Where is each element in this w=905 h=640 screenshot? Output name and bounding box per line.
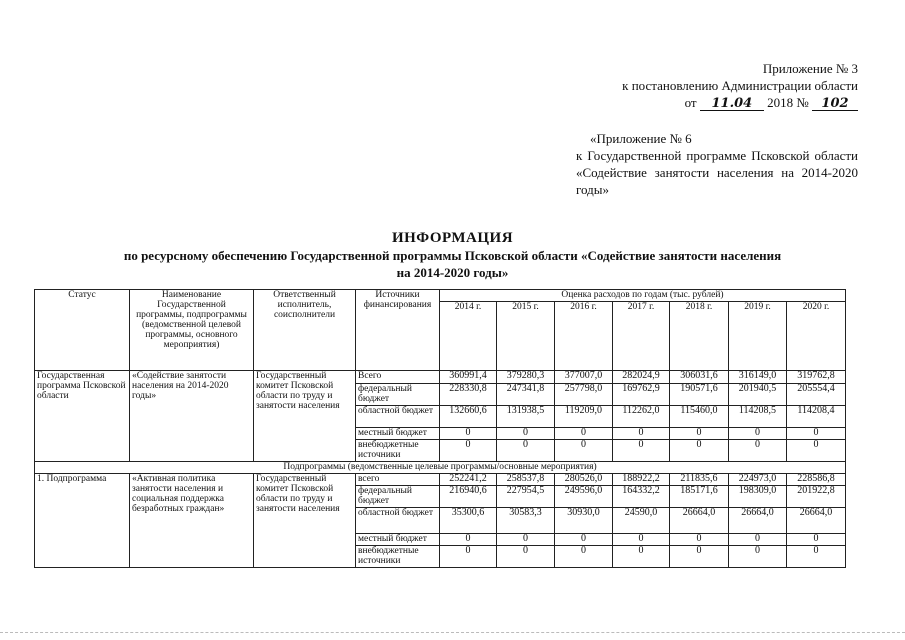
value-cell: 0 <box>729 428 787 440</box>
value-cell: 0 <box>497 546 555 568</box>
value-cell: 0 <box>555 546 613 568</box>
resource-table-wrapper <box>34 289 846 568</box>
value-cell: 211835,6 <box>670 474 729 486</box>
value-cell: 30930,0 <box>555 508 613 534</box>
value-cell: 198309,0 <box>729 486 787 508</box>
value-cell: 26664,0 <box>729 508 787 534</box>
header-year: 2014 г. <box>440 302 497 371</box>
heading-subtitle-end: на 2014-2020 годы» <box>396 265 509 280</box>
heading-subtitle: по ресурсному обеспечению Государственной программы Псковской области «Содействие занятости населения <box>123 248 782 263</box>
header-status: Статус <box>35 290 130 371</box>
source-cell: внебюджетные источники <box>356 546 440 568</box>
scan-edge-line <box>0 632 905 633</box>
value-cell: 247341,8 <box>497 384 555 406</box>
value-cell: 252241,2 <box>440 474 497 486</box>
value-cell: 224973,0 <box>729 474 787 486</box>
value-cell: 164332,2 <box>613 486 670 508</box>
header-year: 2019 г. <box>729 302 787 371</box>
header-year: 2017 г. <box>613 302 670 371</box>
value-cell: 112262,0 <box>613 406 670 428</box>
handwritten-number: 102 <box>812 97 858 111</box>
value-cell: 377007,0 <box>555 371 613 384</box>
appendix-3-title: Приложение № 3 <box>762 61 858 76</box>
value-cell: 379280,3 <box>497 371 555 384</box>
table-row <box>35 474 846 486</box>
value-cell: 26664,0 <box>787 508 846 534</box>
date-prefix: от <box>684 95 697 110</box>
program-executor: Государственный комитет Псковской области по труду и занятости населения <box>254 371 356 462</box>
value-cell: 0 <box>670 440 729 462</box>
value-cell: 227954,5 <box>497 486 555 508</box>
header-estimate: Оценка расходов по годам (тыс. рублей) <box>440 290 846 302</box>
value-cell: 0 <box>613 534 670 546</box>
value-cell: 24590,0 <box>613 508 670 534</box>
value-cell: 258537,8 <box>497 474 555 486</box>
value-cell: 119209,0 <box>555 406 613 428</box>
value-cell: 190571,6 <box>670 384 729 406</box>
table-row <box>35 371 846 384</box>
value-cell: 0 <box>497 440 555 462</box>
value-cell: 0 <box>670 546 729 568</box>
value-cell: 0 <box>613 546 670 568</box>
value-cell: 0 <box>729 534 787 546</box>
value-cell: 249596,0 <box>555 486 613 508</box>
value-cell: 0 <box>787 534 846 546</box>
value-cell: 30583,3 <box>497 508 555 534</box>
value-cell: 316149,0 <box>729 371 787 384</box>
source-cell: областной бюджет <box>356 406 440 428</box>
value-cell: 0 <box>497 428 555 440</box>
value-cell: 0 <box>555 534 613 546</box>
resource-table <box>34 289 846 568</box>
appendix-6-block <box>576 130 858 198</box>
document-heading <box>0 230 905 281</box>
source-cell: областной бюджет <box>356 508 440 534</box>
value-cell: 185171,6 <box>670 486 729 508</box>
header-year: 2016 г. <box>555 302 613 371</box>
source-cell: местный бюджет <box>356 534 440 546</box>
value-cell: 319762,8 <box>787 371 846 384</box>
value-cell: 306031,6 <box>670 371 729 384</box>
appendix-3-block <box>576 60 858 111</box>
value-cell: 115460,0 <box>670 406 729 428</box>
value-cell: 114208,5 <box>729 406 787 428</box>
value-cell: 0 <box>440 428 497 440</box>
program-status: Государственная программа Псковской области <box>35 371 130 462</box>
handwritten-date: 11.04 <box>700 97 764 111</box>
source-cell: Всего <box>356 371 440 384</box>
value-cell: 0 <box>613 440 670 462</box>
value-cell: 0 <box>440 546 497 568</box>
value-cell: 132660,6 <box>440 406 497 428</box>
value-cell: 201940,5 <box>729 384 787 406</box>
appendix-3-date-line <box>576 94 858 111</box>
value-cell: 282024,9 <box>613 371 670 384</box>
value-cell: 216940,6 <box>440 486 497 508</box>
value-cell: 114208,4 <box>787 406 846 428</box>
appendix-6-program: к Государственной программе Псковской области «Содействие занятости населения на 2014-2020 годы» <box>576 148 858 197</box>
value-cell: 201922,8 <box>787 486 846 508</box>
subprogram-status: 1. Подпрограмма <box>35 474 130 568</box>
heading-title: ИНФОРМАЦИЯ <box>391 230 514 246</box>
value-cell: 0 <box>613 428 670 440</box>
source-cell: всего <box>356 474 440 486</box>
header-sources: Источники финансирования <box>356 290 440 371</box>
value-cell: 26664,0 <box>670 508 729 534</box>
value-cell: 228586,8 <box>787 474 846 486</box>
source-cell: федеральный бюджет <box>356 384 440 406</box>
value-cell: 205554,4 <box>787 384 846 406</box>
value-cell: 0 <box>497 534 555 546</box>
value-cell: 0 <box>670 428 729 440</box>
value-cell: 35300,6 <box>440 508 497 534</box>
header-executor: Ответственный исполнитель, соисполнители <box>254 290 356 371</box>
value-cell: 0 <box>440 440 497 462</box>
value-cell: 0 <box>555 440 613 462</box>
source-cell: местный бюджет <box>356 428 440 440</box>
value-cell: 131938,5 <box>497 406 555 428</box>
value-cell: 0 <box>729 440 787 462</box>
value-cell: 0 <box>729 546 787 568</box>
appendix-6-title: «Приложение № 6 <box>590 131 692 146</box>
header-year: 2020 г. <box>787 302 846 371</box>
value-cell: 360991,4 <box>440 371 497 384</box>
header-year: 2015 г. <box>497 302 555 371</box>
section-row <box>35 462 846 474</box>
value-cell: 0 <box>555 428 613 440</box>
value-cell: 0 <box>670 534 729 546</box>
source-cell: внебюджетные источники <box>356 440 440 462</box>
value-cell: 0 <box>787 440 846 462</box>
value-cell: 257798,0 <box>555 384 613 406</box>
header-year: 2018 г. <box>670 302 729 371</box>
header-name: Наименование Государственной программы, подпрограммы (ведомственной целевой программы, основного мероприятия) <box>130 290 254 371</box>
value-cell: 228330,8 <box>440 384 497 406</box>
subprogram-executor: Государственный комитет Псковской области по труду и занятости населения <box>254 474 356 568</box>
value-cell: 188922,2 <box>613 474 670 486</box>
value-cell: 0 <box>787 428 846 440</box>
source-cell: федеральный бюджет <box>356 486 440 508</box>
value-cell: 0 <box>440 534 497 546</box>
value-cell: 0 <box>787 546 846 568</box>
year-text: 2018 № <box>767 95 809 110</box>
program-name: «Содействие занятости населения на 2014-2020 годы» <box>130 371 254 462</box>
value-cell: 169762,9 <box>613 384 670 406</box>
section-title: Подпрограммы (ведомственные целевые программы/основные мероприятия) <box>35 462 846 474</box>
appendix-3-decree: к постановлению Администрации области <box>622 78 858 93</box>
subprogram-name: «Активная политика занятости населения и социальная поддержка безработных граждан» <box>130 474 254 568</box>
value-cell: 280526,0 <box>555 474 613 486</box>
